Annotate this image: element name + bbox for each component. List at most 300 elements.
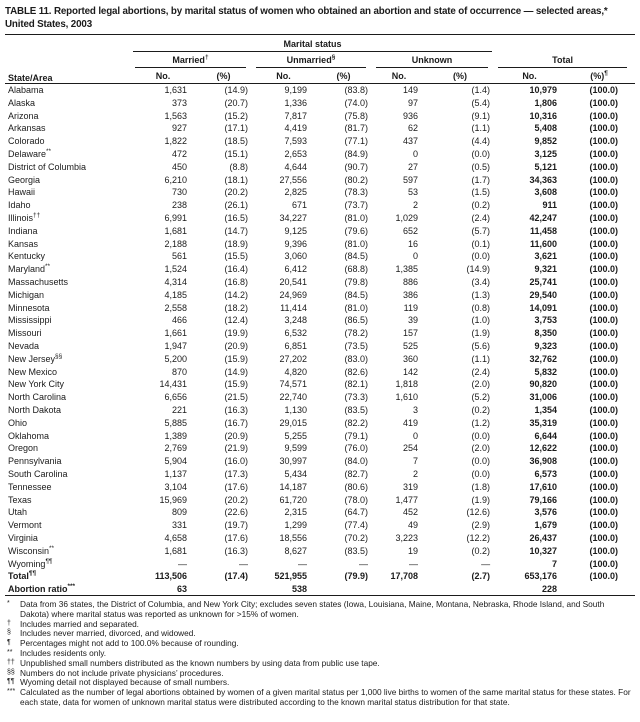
footnote-text: Numbers do not include private physicians’ procedures. bbox=[20, 667, 224, 678]
pct-cell: (12.4) bbox=[224, 315, 248, 326]
pct-cell: (22.6) bbox=[224, 507, 248, 518]
pct-cell: (100.0) bbox=[589, 110, 619, 121]
pct-cell: (81.0) bbox=[344, 302, 368, 313]
table-row bbox=[5, 468, 635, 481]
pct-cell: (82.2) bbox=[344, 417, 368, 428]
no-cell: 3,753 bbox=[534, 315, 558, 326]
no-cell: 7 bbox=[552, 558, 558, 569]
state-label: Arizona bbox=[8, 110, 39, 121]
pct-cell: (2.9) bbox=[471, 520, 491, 531]
pct-cell: (16.5) bbox=[224, 213, 248, 224]
table-row bbox=[5, 442, 635, 455]
no-cell: 36,908 bbox=[529, 456, 558, 467]
no-cell: 437 bbox=[402, 136, 418, 147]
no-cell: 4,314 bbox=[164, 277, 187, 288]
no-cell: 886 bbox=[402, 277, 418, 288]
table-row bbox=[5, 301, 635, 314]
pct-cell: (0.5) bbox=[471, 161, 491, 172]
pct-cell: — bbox=[239, 558, 248, 569]
no-cell: 5,408 bbox=[534, 123, 558, 134]
total-pct-footnote-mark: ¶ bbox=[604, 70, 608, 78]
no-cell: 1,631 bbox=[164, 85, 187, 96]
no-cell: 6,412 bbox=[284, 264, 307, 275]
marital-status-span-header bbox=[133, 35, 496, 53]
pct-cell: (100.0) bbox=[589, 558, 619, 569]
pct-cell: (16.7) bbox=[224, 417, 248, 428]
pct-cell bbox=[193, 583, 254, 596]
state-label: Kansas bbox=[8, 238, 39, 249]
state-label: North Carolina bbox=[8, 392, 67, 403]
no-cell: 3,223 bbox=[395, 532, 418, 543]
no-cell: 2 bbox=[412, 468, 418, 479]
no-cell: 1,822 bbox=[164, 136, 187, 147]
pct-cell: (100.0) bbox=[589, 532, 619, 543]
pct-cell: (100.0) bbox=[589, 341, 619, 352]
no-cell: 74,571 bbox=[279, 379, 307, 390]
state-label: Oregon bbox=[8, 443, 39, 454]
no-cell: 6,210 bbox=[164, 174, 187, 185]
no-cell: 1,681 bbox=[164, 545, 187, 556]
pct-cell: (100.0) bbox=[589, 443, 619, 454]
pct-cell: (100.0) bbox=[589, 289, 619, 300]
pct-cell: (100.0) bbox=[589, 405, 619, 415]
state-label: New Mexico bbox=[8, 366, 58, 377]
pct-cell: (14.9) bbox=[224, 366, 248, 377]
group-header-unknown bbox=[374, 52, 496, 68]
no-cell bbox=[374, 583, 424, 596]
no-cell: 3,248 bbox=[284, 315, 307, 326]
no-cell: 331 bbox=[171, 520, 187, 531]
pct-cell: (2.0) bbox=[471, 443, 491, 454]
no-cell: 7 bbox=[412, 456, 418, 467]
no-cell: 0 bbox=[412, 149, 418, 160]
pct-cell: (75.8) bbox=[344, 110, 368, 121]
pct-cell: (84.5) bbox=[344, 289, 368, 300]
pct-cell: (100.0) bbox=[589, 456, 619, 467]
no-cell: 5,885 bbox=[164, 417, 187, 428]
no-cell: 5,200 bbox=[164, 353, 187, 364]
pct-cell: (78.0) bbox=[344, 494, 368, 505]
pct-cell bbox=[313, 583, 374, 596]
pct-cell: (1.5) bbox=[471, 187, 491, 198]
no-cell: 1,477 bbox=[395, 494, 418, 505]
no-cell: 360 bbox=[402, 353, 418, 364]
state-label: South Carolina bbox=[8, 468, 68, 479]
no-cell: 809 bbox=[171, 507, 187, 518]
pct-cell: (100.0) bbox=[589, 328, 619, 339]
no-cell: 3,104 bbox=[164, 481, 187, 492]
pct-cell: (17.4) bbox=[224, 571, 248, 582]
pct-cell: (14.7) bbox=[224, 225, 248, 236]
pct-cell: (1.0) bbox=[471, 315, 491, 326]
state-label: District of Columbia bbox=[8, 161, 87, 172]
no-cell: 730 bbox=[171, 187, 187, 198]
no-cell: 521,955 bbox=[274, 571, 307, 582]
pct-cell: (1.7) bbox=[471, 174, 491, 185]
pct-cell: (100.0) bbox=[589, 507, 619, 518]
pct-cell: (77.4) bbox=[344, 520, 368, 531]
no-cell: 254 bbox=[402, 443, 418, 454]
pct-cell: (81.0) bbox=[344, 213, 368, 224]
pct-cell: (1.1) bbox=[471, 353, 491, 364]
table-row bbox=[5, 288, 635, 301]
pct-cell: (79.1) bbox=[344, 430, 368, 441]
state-label: Idaho bbox=[8, 200, 31, 211]
state-label: Hawaii bbox=[8, 187, 36, 198]
no-cell: 1,679 bbox=[534, 520, 558, 531]
no-cell: 238 bbox=[171, 200, 187, 211]
no-cell: 7,593 bbox=[284, 136, 307, 147]
footnote-text: Calculated as the number of legal abortions obtained by women of a given marital status per 1,000 live births to women of the same marital status for these states. For each state, data for women of unknown marital status were distributed according to the known marital status distribution for that state. bbox=[20, 687, 631, 708]
pct-cell: (82.1) bbox=[344, 379, 368, 390]
state-label: Pennsylvania bbox=[8, 456, 62, 467]
pct-cell: (77.1) bbox=[344, 136, 368, 147]
no-cell: 538 bbox=[254, 583, 313, 596]
no-cell: 1,385 bbox=[395, 264, 418, 275]
no-cell: 472 bbox=[171, 149, 187, 160]
no-cell: 157 bbox=[402, 328, 418, 339]
unmarried-footnote-mark: § bbox=[331, 54, 336, 62]
no-cell: 1,524 bbox=[164, 264, 187, 275]
footnote-text: Wyoming detail not displayed because of small numbers. bbox=[20, 677, 230, 688]
state-column-header bbox=[5, 35, 133, 84]
unknown-no-header: No. bbox=[374, 68, 424, 84]
pct-cell: (84.9) bbox=[344, 149, 368, 160]
no-cell: 9,199 bbox=[284, 85, 307, 96]
pct-cell: (78.2) bbox=[344, 328, 368, 339]
footnote-mark: †† bbox=[33, 212, 41, 220]
no-cell: 1,029 bbox=[395, 213, 418, 224]
pct-cell: (79.6) bbox=[344, 225, 368, 236]
footnote-marker: †† bbox=[7, 658, 15, 666]
no-cell: 466 bbox=[171, 315, 187, 326]
pct-cell: (100.0) bbox=[589, 468, 619, 479]
state-label: Texas bbox=[8, 494, 32, 505]
pct-cell: (20.9) bbox=[224, 341, 248, 352]
table-row bbox=[5, 506, 635, 519]
table-row bbox=[5, 493, 635, 506]
state-label: Alaska bbox=[8, 97, 36, 108]
no-cell: 14,431 bbox=[159, 379, 187, 390]
no-cell: 90,820 bbox=[529, 379, 558, 390]
state-label: Alabama bbox=[8, 85, 44, 96]
pct-cell: (100.0) bbox=[589, 366, 619, 377]
footnote-mark: §§ bbox=[55, 352, 63, 360]
state-label: Minnesota bbox=[8, 302, 50, 313]
pct-cell: (1.9) bbox=[471, 328, 491, 339]
pct-cell: (100.0) bbox=[589, 213, 619, 224]
table-row bbox=[5, 224, 635, 237]
table-row bbox=[5, 480, 635, 493]
no-cell: 3 bbox=[412, 405, 418, 415]
state-label: Maryland** bbox=[8, 263, 51, 275]
pct-cell: (100.0) bbox=[589, 302, 619, 313]
no-cell: 9,396 bbox=[284, 238, 307, 249]
pct-cell bbox=[424, 583, 496, 596]
pct-cell: (78.3) bbox=[344, 187, 368, 198]
state-label: Arkansas bbox=[8, 123, 46, 134]
table-row bbox=[5, 96, 635, 109]
state-label: Wyoming¶¶ bbox=[8, 557, 53, 569]
pct-cell: (100.0) bbox=[589, 200, 619, 211]
pct-cell: (19.7) bbox=[224, 520, 248, 531]
pct-cell: (3.4) bbox=[471, 277, 491, 288]
no-cell: 1,299 bbox=[284, 520, 307, 531]
unknown-pct-header: (%) bbox=[424, 68, 496, 84]
pct-cell: (100.0) bbox=[589, 430, 619, 441]
pct-cell: (79.8) bbox=[344, 277, 368, 288]
pct-cell: (83.5) bbox=[344, 405, 368, 415]
pct-cell: (1.1) bbox=[471, 123, 491, 134]
pct-cell: (0.0) bbox=[471, 430, 491, 441]
no-cell: 452 bbox=[402, 507, 418, 518]
pct-cell: (21.9) bbox=[224, 443, 248, 454]
marital-status-header-row bbox=[5, 35, 635, 53]
no-cell: 1,818 bbox=[395, 379, 418, 390]
pct-cell: (5.6) bbox=[471, 341, 491, 352]
unknown-label: Unknown bbox=[411, 55, 453, 66]
table-row bbox=[5, 250, 635, 263]
no-cell: 4,820 bbox=[284, 366, 307, 377]
no-cell: 7,817 bbox=[284, 110, 307, 121]
footnote-mark: ** bbox=[49, 544, 55, 552]
pct-cell: — bbox=[481, 558, 491, 569]
footnote-text: Data from 36 states, the District of Columbia, and New York City; excludes seven states (Iowa, Louisiana, Maine, Montana, Nebraska, Rhode Island, and South Dakota) where marital status was reported as unknown for >15% of women. bbox=[20, 599, 605, 619]
pct-cell: (4.4) bbox=[471, 136, 491, 147]
no-cell: 3,608 bbox=[534, 187, 558, 198]
state-label: Michigan bbox=[8, 289, 45, 300]
state-label: Delaware** bbox=[8, 148, 52, 160]
table-row bbox=[5, 109, 635, 122]
no-cell: 373 bbox=[171, 97, 187, 108]
pct-cell: (2.4) bbox=[471, 213, 491, 224]
table-row bbox=[5, 173, 635, 186]
no-cell: 14,187 bbox=[279, 481, 307, 492]
no-cell: 119 bbox=[403, 302, 418, 313]
no-cell: 1,681 bbox=[164, 225, 187, 236]
no-cell: 34,363 bbox=[529, 174, 558, 185]
pct-cell: (18.1) bbox=[224, 174, 248, 185]
no-cell: 6,573 bbox=[534, 468, 558, 479]
no-cell: 319 bbox=[402, 481, 418, 492]
no-cell: 6,991 bbox=[164, 213, 187, 224]
pct-cell: (15.9) bbox=[224, 379, 248, 390]
pct-cell: (17.6) bbox=[224, 481, 248, 492]
no-cell: 1,806 bbox=[534, 97, 558, 108]
no-cell: 911 bbox=[542, 200, 558, 211]
pct-cell: (79.9) bbox=[344, 571, 368, 582]
pct-cell: (20.7) bbox=[224, 97, 248, 108]
no-cell: 30,997 bbox=[279, 456, 307, 467]
pct-cell: (100.0) bbox=[589, 353, 619, 364]
table-row bbox=[5, 276, 635, 289]
pct-cell: (100.0) bbox=[589, 481, 619, 492]
no-cell: 1,661 bbox=[164, 328, 187, 339]
no-cell: 31,006 bbox=[529, 392, 558, 403]
no-cell: 11,458 bbox=[530, 225, 558, 236]
pct-cell: (90.7) bbox=[344, 161, 368, 172]
group-header-unmarried bbox=[254, 52, 374, 68]
no-cell: 10,316 bbox=[529, 110, 558, 121]
no-cell: 5,121 bbox=[534, 161, 558, 172]
table-row bbox=[5, 122, 635, 135]
footnote-marker: ¶¶ bbox=[7, 678, 15, 686]
no-cell: 3,621 bbox=[534, 251, 558, 262]
table-row bbox=[5, 135, 635, 148]
pct-cell: (0.2) bbox=[471, 405, 491, 415]
no-cell: 19 bbox=[407, 545, 418, 556]
no-cell: 1,947 bbox=[164, 341, 187, 352]
footnote-marker: ¶ bbox=[7, 639, 11, 647]
no-cell: 228 bbox=[496, 583, 563, 596]
footnote-marker: §§ bbox=[7, 668, 15, 676]
pct-cell: (81.7) bbox=[344, 123, 368, 134]
no-cell: 653,176 bbox=[524, 571, 558, 582]
table-row bbox=[5, 378, 635, 391]
pct-cell: (100.0) bbox=[589, 238, 619, 249]
pct-cell: (100.0) bbox=[589, 417, 619, 428]
pct-cell: (17.1) bbox=[224, 123, 248, 134]
no-cell: 1,130 bbox=[284, 405, 307, 415]
state-label: Abortion ratio*** bbox=[5, 583, 133, 596]
footnote-text: Includes residents only. bbox=[20, 648, 107, 659]
no-cell: 27 bbox=[407, 161, 418, 172]
pct-cell: (0.0) bbox=[471, 149, 491, 160]
no-cell: 6,851 bbox=[284, 341, 307, 352]
married-footnote-mark: † bbox=[204, 54, 209, 62]
pct-cell: (0.2) bbox=[471, 200, 491, 211]
pct-cell: (100.0) bbox=[589, 315, 619, 326]
pct-cell: (100.0) bbox=[589, 85, 619, 96]
no-cell: 4,419 bbox=[284, 123, 307, 134]
state-label: Tennessee bbox=[8, 481, 52, 492]
pct-cell: (100.0) bbox=[589, 251, 619, 262]
no-cell: 6,532 bbox=[284, 328, 307, 339]
state-label: Colorado bbox=[8, 136, 45, 147]
no-cell: 11,600 bbox=[530, 238, 558, 249]
pct-cell: (100.0) bbox=[589, 136, 619, 147]
state-label: Illinois†† bbox=[8, 212, 41, 224]
pct-cell: (100.0) bbox=[589, 174, 619, 185]
no-cell: 450 bbox=[171, 161, 187, 172]
table-row bbox=[5, 532, 635, 545]
pct-cell: (100.0) bbox=[589, 264, 619, 275]
no-cell: 49 bbox=[407, 520, 418, 531]
married-pct-header: (%) bbox=[193, 68, 254, 84]
pct-cell: (83.5) bbox=[344, 545, 368, 556]
total-label: Total bbox=[552, 55, 573, 66]
pct-cell: (20.2) bbox=[224, 187, 248, 198]
no-cell: 2,769 bbox=[164, 443, 187, 454]
pct-cell: (18.5) bbox=[224, 136, 248, 147]
abortion-ratio-row bbox=[5, 583, 635, 596]
no-cell: 652 bbox=[402, 225, 418, 236]
pct-cell: (16.0) bbox=[224, 456, 248, 467]
pct-cell: (2.0) bbox=[471, 379, 491, 390]
no-cell: 4,185 bbox=[164, 289, 187, 300]
unmarried-label: Unmarried bbox=[286, 55, 332, 66]
pct-cell: (0.2) bbox=[471, 545, 491, 556]
no-cell: 16 bbox=[407, 238, 418, 249]
state-label: New York City bbox=[8, 379, 65, 390]
state-label: Missouri bbox=[8, 328, 42, 339]
no-cell: 15,969 bbox=[159, 494, 187, 505]
pct-cell: (70.2) bbox=[344, 532, 368, 543]
table-row bbox=[5, 455, 635, 468]
no-cell: 9,125 bbox=[284, 225, 307, 236]
no-cell: 5,832 bbox=[534, 366, 558, 377]
no-cell: 8,627 bbox=[284, 545, 307, 556]
pct-cell: (9.1) bbox=[471, 110, 491, 121]
pct-cell: (1.8) bbox=[471, 481, 491, 492]
no-cell: 2,188 bbox=[164, 238, 187, 249]
table-row bbox=[5, 148, 635, 161]
no-cell: 27,556 bbox=[279, 174, 307, 185]
no-cell: 3,060 bbox=[284, 251, 307, 262]
no-cell: 0 bbox=[412, 430, 418, 441]
no-cell: 18,556 bbox=[279, 532, 307, 543]
pct-cell: (19.9) bbox=[224, 328, 248, 339]
pct-cell: (18.2) bbox=[224, 302, 248, 313]
no-cell: 42,247 bbox=[529, 213, 558, 224]
no-cell: 419 bbox=[402, 417, 418, 428]
pct-cell: (0.0) bbox=[471, 251, 491, 262]
header-spacer bbox=[496, 35, 635, 53]
group-header-total bbox=[496, 52, 635, 68]
no-cell: 53 bbox=[407, 187, 418, 198]
no-cell: 14,091 bbox=[529, 302, 558, 313]
pct-cell: (15.9) bbox=[224, 353, 248, 364]
pct-cell: (73.5) bbox=[344, 341, 368, 352]
no-cell: 32,762 bbox=[529, 353, 558, 364]
no-cell: 3,576 bbox=[534, 507, 558, 518]
state-label: New Jersey§§ bbox=[8, 352, 63, 364]
pct-cell: (21.5) bbox=[224, 392, 248, 403]
pct-cell: (5.2) bbox=[471, 392, 491, 403]
pct-cell: (0.0) bbox=[471, 456, 491, 467]
no-cell: 9,852 bbox=[534, 136, 558, 147]
footnote-mark: ¶¶ bbox=[28, 570, 37, 578]
no-cell: 5,904 bbox=[164, 456, 187, 467]
state-label: Wisconsin** bbox=[8, 544, 55, 556]
unmarried-no-header: No. bbox=[254, 68, 313, 84]
table-row bbox=[5, 519, 635, 532]
no-cell: 27,202 bbox=[279, 353, 307, 364]
total-no-header: No. bbox=[496, 68, 563, 84]
pct-cell: (100.0) bbox=[589, 149, 619, 160]
table-row bbox=[5, 84, 635, 97]
married-no-header: No. bbox=[133, 68, 193, 84]
no-cell: — bbox=[178, 558, 187, 569]
pct-cell: (81.0) bbox=[344, 238, 368, 249]
table-body bbox=[5, 84, 635, 596]
footnote-marker: § bbox=[7, 629, 11, 637]
no-cell: 10,979 bbox=[529, 85, 558, 96]
pct-cell: (100.0) bbox=[589, 123, 619, 134]
table-row bbox=[5, 212, 635, 225]
footnote-mark: ** bbox=[45, 263, 51, 271]
no-cell: 936 bbox=[402, 110, 418, 121]
no-cell: 63 bbox=[133, 583, 193, 596]
no-cell: 97 bbox=[407, 97, 418, 108]
no-cell: 29,540 bbox=[529, 289, 558, 300]
pct-cell: (2.7) bbox=[471, 571, 491, 582]
footnote bbox=[7, 688, 635, 708]
no-cell: 35,319 bbox=[529, 417, 558, 428]
no-cell: 1,563 bbox=[164, 110, 187, 121]
state-label: Virginia bbox=[8, 532, 38, 543]
pct-cell: (20.2) bbox=[224, 494, 248, 505]
